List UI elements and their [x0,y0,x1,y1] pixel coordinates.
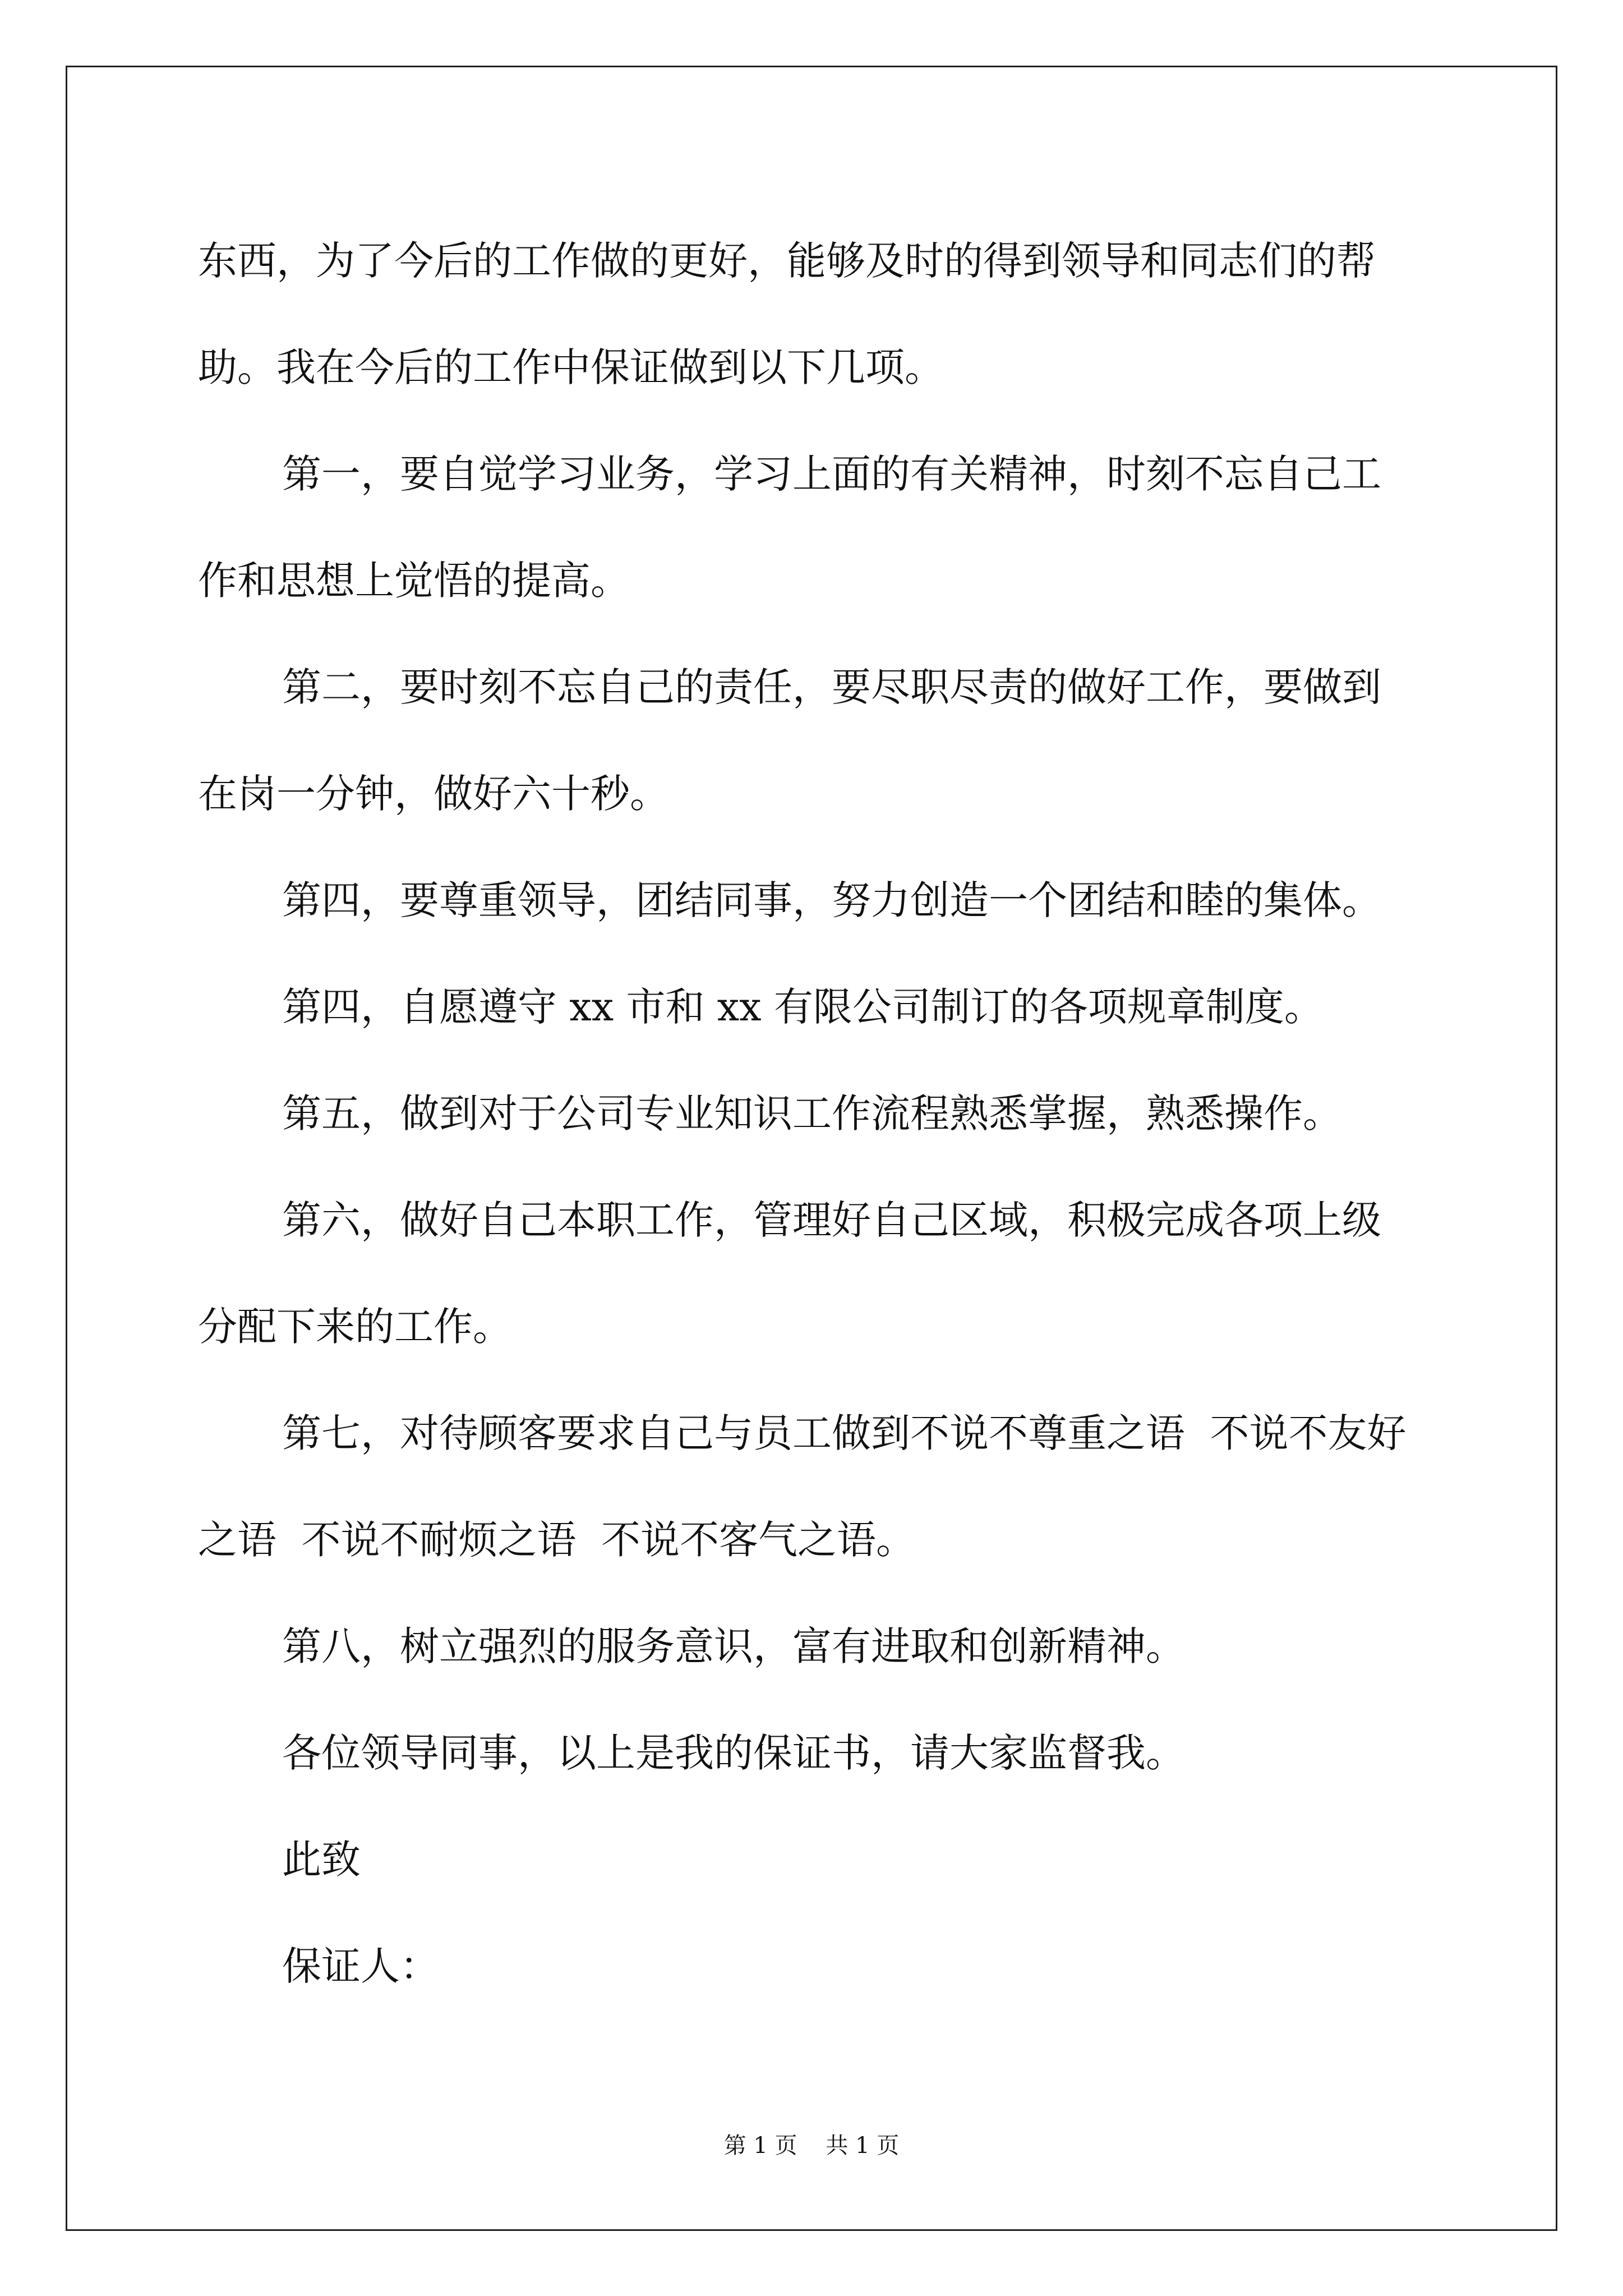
paragraph-line: 第四，要尊重领导，团结同事，努力创造一个团结和睦的集体。 [282,877,1381,923]
paragraph-item-7 [198,1380,1432,1593]
paragraph-line: 保证人： [282,1943,439,1989]
paragraph-item-1 [198,421,1432,634]
paragraph-item-3 [198,847,1432,954]
paragraph-line: 分配下来的工作。 [198,1304,512,1350]
paragraph-closing [198,1700,1432,1806]
paragraph-line: 第八，树立强烈的服务意识，富有进取和创新精神。 [282,1623,1185,1669]
paragraph-line: 第五，做到对于公司专业知识工作流程熟悉掌握，熟悉操作。 [282,1091,1342,1137]
salutation [198,1806,1432,1913]
paragraph-intro [198,208,1432,421]
paragraph-item-4 [198,954,1432,1060]
paragraph-item-8 [198,1593,1432,1700]
paragraph-line: 第六，做好自己本职工作，管理好自己区域，积极完成各项上级 [282,1197,1381,1243]
page-number: 第 1 页 共 1 页 [723,2133,900,2159]
paragraph-line: 此致 [282,1837,361,1883]
paragraph-line: 第四，自愿遵守 xx 市和 xx 有限公司制订的各项规章制度。 [282,984,1324,1030]
paragraph-line: 在岗一分钟，做好六十秒。 [198,771,669,817]
paragraph-line: 助。我在今后的工作中保证做到以下几项。 [198,344,944,390]
paragraph-line: 第一，要自觉学习业务，学习上面的有关精神，时刻不忘自己工 [282,451,1381,497]
paragraph-line: 第二，要时刻不忘自己的责任，要尽职尽责的做好工作，要做到 [282,664,1381,710]
paragraph-line: 之语 不说不耐烦之语 不说不客气之语。 [198,1517,916,1563]
paragraph-line: 作和思想上觉悟的提高。 [198,558,630,604]
document-body [198,208,1432,2019]
page-footer [0,2129,1623,2162]
paragraph-item-6 [198,1167,1432,1380]
signature-label [198,1913,1432,2019]
paragraph-line: 东西，为了今后的工作做的更好，能够及时的得到领导和同志们的帮 [198,238,1376,284]
paragraph-line: 第七，对待顾客要求自己与员工做到不说不尊重之语 不说不友好 [282,1410,1407,1456]
paragraph-item-2 [198,634,1432,847]
paragraph-line: 各位领导同事，以上是我的保证书，请大家监督我。 [282,1730,1185,1776]
paragraph-item-5 [198,1060,1432,1167]
